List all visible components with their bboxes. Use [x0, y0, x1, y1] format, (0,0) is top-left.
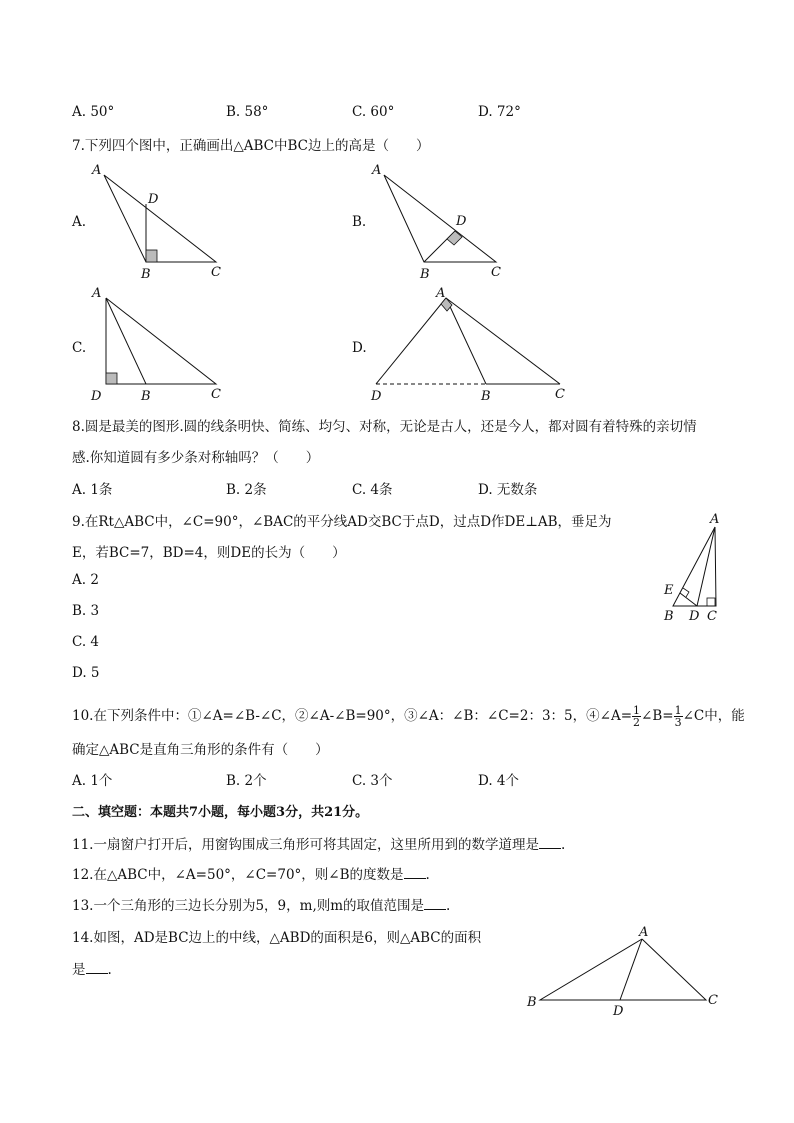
q10-fraction-2: $\frac{1}{3}$: [674, 704, 682, 729]
fig14-label-c: C: [708, 993, 718, 1008]
q10-option-c: C. 3个: [352, 773, 393, 789]
fig-a-label-b: B: [141, 267, 151, 282]
q10-option-d: D. 4个: [478, 773, 520, 789]
fig-c-label-d: D: [91, 389, 102, 404]
q10-option-b: B. 2个: [226, 773, 267, 789]
q11-text: 11.一扇窗户打开后，用窗钩围成三角形可将其固定，这里所用到的数学道理是: [72, 837, 539, 853]
q8-option-b: B. 2条: [226, 482, 267, 498]
q7-label-d: D.: [352, 340, 367, 356]
q9-line1: 9.在Rt△ABC中，∠C=90°，∠BAC的平分线AD交BC于点D，过点D作DE⊥AB，垂足为: [72, 514, 612, 530]
fig-b-label-b: B: [420, 267, 430, 282]
fig9-label-e: E: [664, 583, 674, 598]
fig-d-label-b: B: [481, 389, 491, 404]
q7-question: 7.下列四个图中，正确画出△ABC中BC边上的高是（ ）: [72, 138, 430, 154]
q8-option-a: A. 1条: [72, 482, 113, 498]
q8-option-d: D. 无数条: [478, 482, 538, 498]
q13-end: .: [446, 898, 451, 914]
q14-end: .: [107, 962, 112, 978]
q6-option-b: B. 58°: [226, 104, 269, 120]
q6-option-c: C. 60°: [352, 104, 395, 120]
fig9-label-d: D: [689, 609, 700, 624]
q6-option-d: D. 72°: [478, 104, 521, 120]
fig-d-label-d: D: [371, 389, 382, 404]
fig-b-label-d: D: [456, 214, 467, 229]
fig14-label-a: A: [639, 925, 649, 940]
q10-line1-c: ∠C中，能: [682, 708, 745, 724]
fig9-label-c: C: [707, 609, 717, 624]
q9-line2: E，若BC=7，BD=4，则DE的长为（ ）: [72, 545, 346, 561]
fig-c-label-b: B: [141, 389, 151, 404]
fig14-label-d: D: [613, 1004, 624, 1019]
fig14-label-b: B: [527, 995, 537, 1010]
q13-text: 13.一个三角形的三边长分别为5，9，m,则m的取值范围是: [72, 898, 425, 914]
fig-b-label-c: C: [491, 265, 501, 280]
q10-option-a: A. 1个: [72, 773, 113, 789]
fig-d-label-a: A: [436, 286, 446, 301]
fig-c-label-a: A: [92, 286, 102, 301]
q7-label-c: C.: [72, 340, 87, 356]
fig-c-label-c: C: [211, 387, 221, 402]
q9-option-d: D. 5: [72, 665, 100, 681]
fig9-label-a: A: [710, 512, 720, 527]
q9-option-b: B. 3: [72, 603, 100, 619]
q8-line1: 8.圆是最美的图形.圆的线条明快、简练、均匀、对称，无论是古人，还是今人，都对圆有着特殊的亲切情: [72, 419, 697, 435]
q7-label-a: A.: [72, 214, 87, 230]
fig-a-label-a: A: [92, 163, 102, 178]
q9-option-a: A. 2: [72, 572, 99, 588]
q12-end: .: [425, 867, 430, 883]
q11-end: .: [560, 837, 566, 853]
q14-line1: 14.如图，AD是BC边上的中线，△ABD的面积是6，则△ABC的面积: [72, 930, 482, 946]
q10-line2: 确定△ABC是直角三角形的条件有（ ）: [72, 742, 329, 758]
q8-line2: 感.你知道圆有多少条对称轴吗？（ ）: [72, 450, 320, 466]
q10-line1-a: 10.在下列条件中：①∠A=∠B-∠C，②∠A-∠B=90°，③∠A：∠B：∠C=2：3：5，④∠A=: [72, 708, 633, 724]
q9-option-c: C. 4: [72, 634, 100, 650]
q10-fraction-1: $\frac{1}{2}$: [633, 704, 641, 729]
fig-a-label-c: C: [211, 265, 221, 280]
q6-option-a: A. 50°: [72, 104, 115, 120]
fig9-label-b: B: [664, 609, 674, 624]
q14-line2-text: 是: [72, 962, 86, 978]
q7-label-b: B.: [352, 214, 367, 230]
fig-d-label-c: C: [555, 387, 565, 402]
q12-text: 12.在△ABC中，∠A=50°，∠C=70°，则∠B的度数是: [72, 867, 404, 883]
q10-line1-b: ∠B=: [641, 708, 674, 724]
fig-b-label-a: A: [372, 163, 382, 178]
q8-option-c: C. 4条: [352, 482, 393, 498]
section-2-heading: 二、填空题：本题共7小题，每小题3分，共21分。: [72, 805, 369, 820]
fig-a-label-d: D: [148, 192, 159, 207]
